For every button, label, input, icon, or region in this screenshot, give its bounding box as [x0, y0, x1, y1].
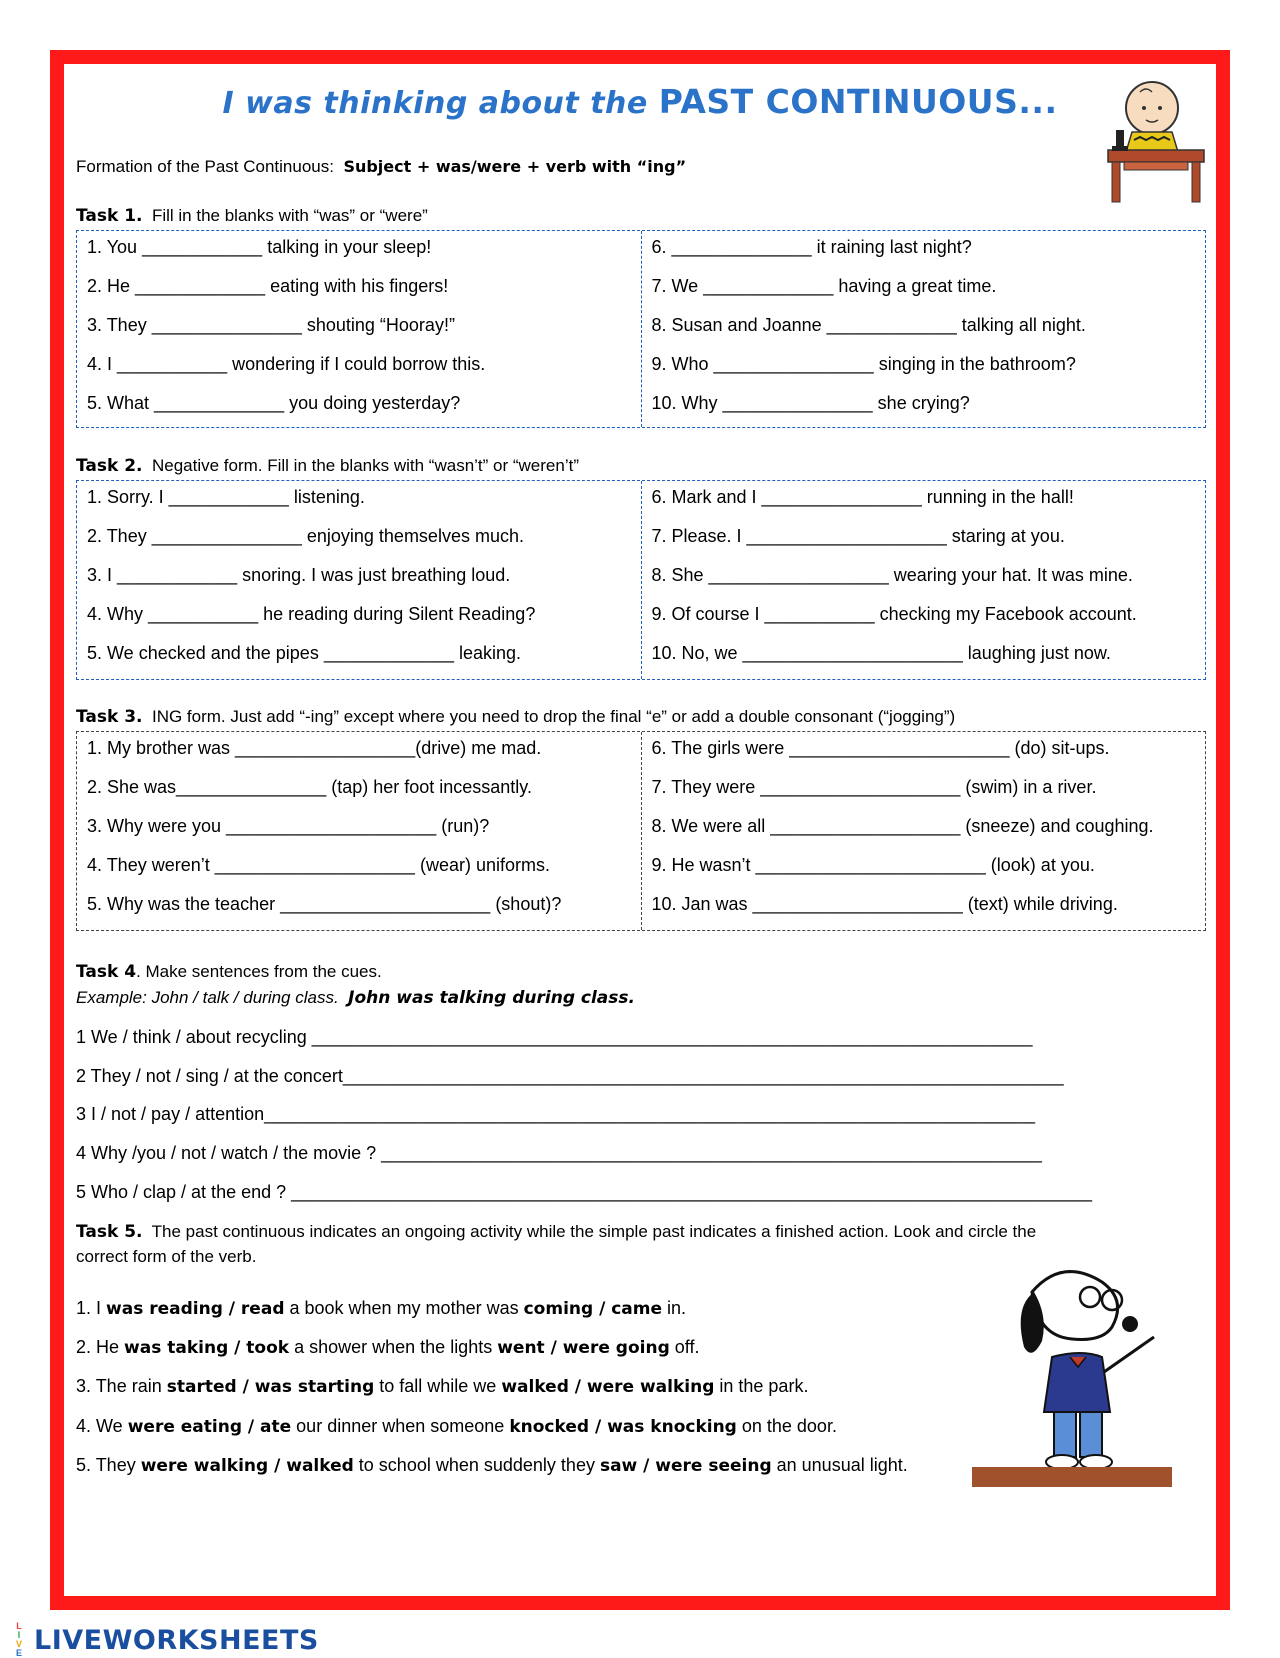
item-text: to school when suddenly they — [353, 1455, 600, 1475]
task1-item[interactable]: 3. They _______________ shouting “Hooray!” — [87, 315, 455, 335]
task3-item[interactable]: 6. The girls were ______________________ (do) sit-ups. — [651, 738, 1110, 758]
task1-item[interactable]: 5. What _____________ you doing yesterday? — [87, 393, 461, 413]
choice-2[interactable]: coming / came — [523, 1299, 663, 1319]
charlie-brown-illustration — [1090, 80, 1210, 205]
task2-item[interactable]: 2. They _______________ enjoying themselves much. — [87, 526, 524, 546]
page-title — [0, 82, 1280, 121]
task2-instruction: Negative form. Fill in the blanks with “wasn’t” or “weren’t” — [151, 456, 579, 475]
task3-heading — [76, 707, 955, 727]
logo-mark — [8, 1622, 30, 1658]
task1-item[interactable]: 4. I ___________ wondering if I could borrow this. — [87, 354, 486, 374]
task5-item — [76, 1337, 699, 1358]
logo-letter: L — [16, 1621, 22, 1631]
task2-item[interactable]: 3. I ____________ snoring. I was just breathing loud. — [87, 565, 511, 585]
choice-1[interactable]: was taking / took — [124, 1338, 290, 1358]
formation-label: Formation of the Past Continuous: — [76, 157, 334, 176]
task4-item[interactable]: 5 Who / clap / at the end ? ________________________________________________________________________________ — [76, 1182, 1092, 1202]
task5-heading — [76, 1222, 1216, 1242]
formation-formula: Subject + was/were + verb with “ing” — [343, 157, 687, 176]
task1-instruction: Fill in the blanks with “was” or “were” — [151, 206, 428, 225]
choice-2[interactable]: walked / were walking — [501, 1377, 715, 1397]
item-number: 2. He — [76, 1337, 125, 1357]
item-text: off. — [669, 1337, 700, 1357]
task3-item[interactable]: 10. Jan was _____________________ (text) while driving. — [651, 894, 1118, 914]
task2-item[interactable]: 6. Mark and I ________________ running in the hall! — [651, 487, 1074, 507]
task5-item — [76, 1416, 837, 1437]
task2-left-column — [77, 481, 641, 679]
task1-item[interactable]: 8. Susan and Joanne _____________ talking all night. — [651, 315, 1086, 335]
logo-letter: V — [15, 1639, 22, 1649]
task2-item[interactable]: 9. Of course I ___________ checking my Facebook account. — [651, 604, 1137, 624]
task4-heading — [76, 962, 382, 982]
choice-2[interactable]: saw / were seeing — [599, 1456, 772, 1476]
task4-item[interactable]: 4 Why /you / not / watch / the movie ? __________________________________________________________________ — [76, 1143, 1042, 1163]
task2-label: Task 2. — [76, 456, 143, 476]
item-number: 1. I — [76, 1298, 107, 1318]
task3-item[interactable]: 9. He wasn’t _______________________ (look) at you. — [651, 855, 1095, 875]
task3-label: Task 3. — [76, 707, 143, 727]
task3-item[interactable]: 7. They were ____________________ (swim) in a river. — [651, 777, 1097, 797]
item-text: an unusual light. — [771, 1455, 908, 1475]
logo-wordmark: LIVEWORKSHEETS — [34, 1624, 319, 1656]
task4-instruction: . Make sentences from the cues. — [136, 962, 382, 981]
task1-label: Task 1. — [76, 206, 143, 226]
task2-item[interactable]: 5. We checked and the pipes _____________ leaking. — [87, 643, 522, 663]
choice-1[interactable]: started / was starting — [166, 1377, 375, 1397]
task1-heading — [76, 206, 428, 226]
task5-label: Task 5. — [76, 1222, 143, 1242]
task2-heading — [76, 456, 579, 476]
task3-instruction: ING form. Just add “-ing” except where you need to drop the final “e” or add a double consonant (“jogging”) — [151, 707, 956, 726]
item-text: in the park. — [714, 1376, 809, 1396]
task3-item[interactable]: 8. We were all ___________________ (sneeze) and coughing. — [651, 816, 1154, 836]
task1-item[interactable]: 7. We _____________ having a great time. — [651, 276, 997, 296]
task5-instruction-line2: correct form of the verb. — [76, 1247, 257, 1266]
task3-item[interactable]: 5. Why was the teacher _____________________ (shout)? — [87, 894, 562, 914]
snoopy-teacher-illustration — [972, 1262, 1172, 1487]
task1-right-column — [641, 231, 1206, 427]
task1-item[interactable]: 9. Who ________________ singing in the bathroom? — [651, 354, 1076, 374]
task2-box — [76, 480, 1206, 680]
task2-item[interactable]: 7. Please. I ____________________ staring at you. — [651, 526, 1065, 546]
choice-1[interactable]: was reading / read — [106, 1299, 285, 1319]
title-part1: I was thinking about the — [222, 86, 659, 121]
logo-letter: E — [15, 1648, 22, 1658]
task4-label: Task 4 — [76, 962, 137, 982]
choice-1[interactable]: were walking / walked — [140, 1456, 354, 1476]
item-text: in. — [662, 1298, 687, 1318]
logo-letter: I — [17, 1630, 21, 1640]
task2-right-column — [641, 481, 1206, 679]
choice-2[interactable]: knocked / was knocking — [509, 1417, 737, 1437]
task3-item[interactable]: 3. Why were you _____________________ (run)? — [87, 816, 490, 836]
task3-right-column — [641, 732, 1206, 930]
task4-example — [76, 988, 635, 1008]
task4-item[interactable]: 1 We / think / about recycling ________________________________________________________________________ — [76, 1027, 1033, 1047]
item-text: on the door. — [736, 1416, 837, 1436]
liveworksheets-logo[interactable] — [8, 1622, 319, 1658]
task3-item[interactable]: 1. My brother was __________________(drive) me mad. — [87, 738, 542, 758]
task3-box — [76, 731, 1206, 931]
item-text: a book when my mother was — [284, 1298, 524, 1318]
task5-item — [76, 1455, 908, 1476]
title-part2: PAST CONTINUOUS... — [658, 82, 1058, 121]
task4-item[interactable]: 3 I / not / pay / attention_____________________________________________________________________________ — [76, 1104, 1035, 1124]
task2-item[interactable]: 1. Sorry. I ____________ listening. — [87, 487, 365, 507]
formation-rule — [76, 157, 686, 177]
task5-instruction: The past continuous indicates an ongoing activity while the simple past indicates a finished action. Look and circle the — [151, 1222, 1037, 1241]
item-number: 3. The rain — [76, 1376, 167, 1396]
task3-item[interactable]: 2. She was_______________ (tap) her foot incessantly. — [87, 777, 532, 797]
task1-item[interactable]: 10. Why _______________ she crying? — [651, 393, 970, 413]
item-text: a shower when the lights — [289, 1337, 498, 1357]
task5-item — [76, 1298, 686, 1319]
task2-item[interactable]: 4. Why ___________ he reading during Silent Reading? — [87, 604, 536, 624]
task2-item[interactable]: 10. No, we ______________________ laughing just now. — [651, 643, 1111, 663]
task1-item[interactable]: 1. You ____________ talking in your sleep! — [87, 237, 432, 257]
task1-item[interactable]: 2. He _____________ eating with his fingers! — [87, 276, 449, 296]
task4-item[interactable]: 2 They / not / sing / at the concert________________________________________________________________________ — [76, 1066, 1064, 1086]
task4-example-cue: Example: John / talk / during class. — [76, 988, 339, 1007]
task3-item[interactable]: 4. They weren’t ____________________ (wear) uniforms. — [87, 855, 550, 875]
item-number: 5. They — [76, 1455, 141, 1475]
task1-item[interactable]: 6. ______________ it raining last night? — [651, 237, 972, 257]
task1-left-column — [77, 231, 641, 427]
choice-2[interactable]: went / were going — [497, 1338, 670, 1358]
task1-box — [76, 230, 1206, 428]
item-number: 4. We — [76, 1416, 128, 1436]
task5-item — [76, 1376, 808, 1397]
item-text: our dinner when someone — [291, 1416, 510, 1436]
task3-left-column — [77, 732, 641, 930]
task2-item[interactable]: 8. She __________________ wearing your hat. It was mine. — [651, 565, 1133, 585]
task4-example-answer: John was talking during class. — [348, 988, 635, 1008]
item-text: to fall while we — [374, 1376, 502, 1396]
choice-1[interactable]: were eating / ate — [127, 1417, 292, 1437]
